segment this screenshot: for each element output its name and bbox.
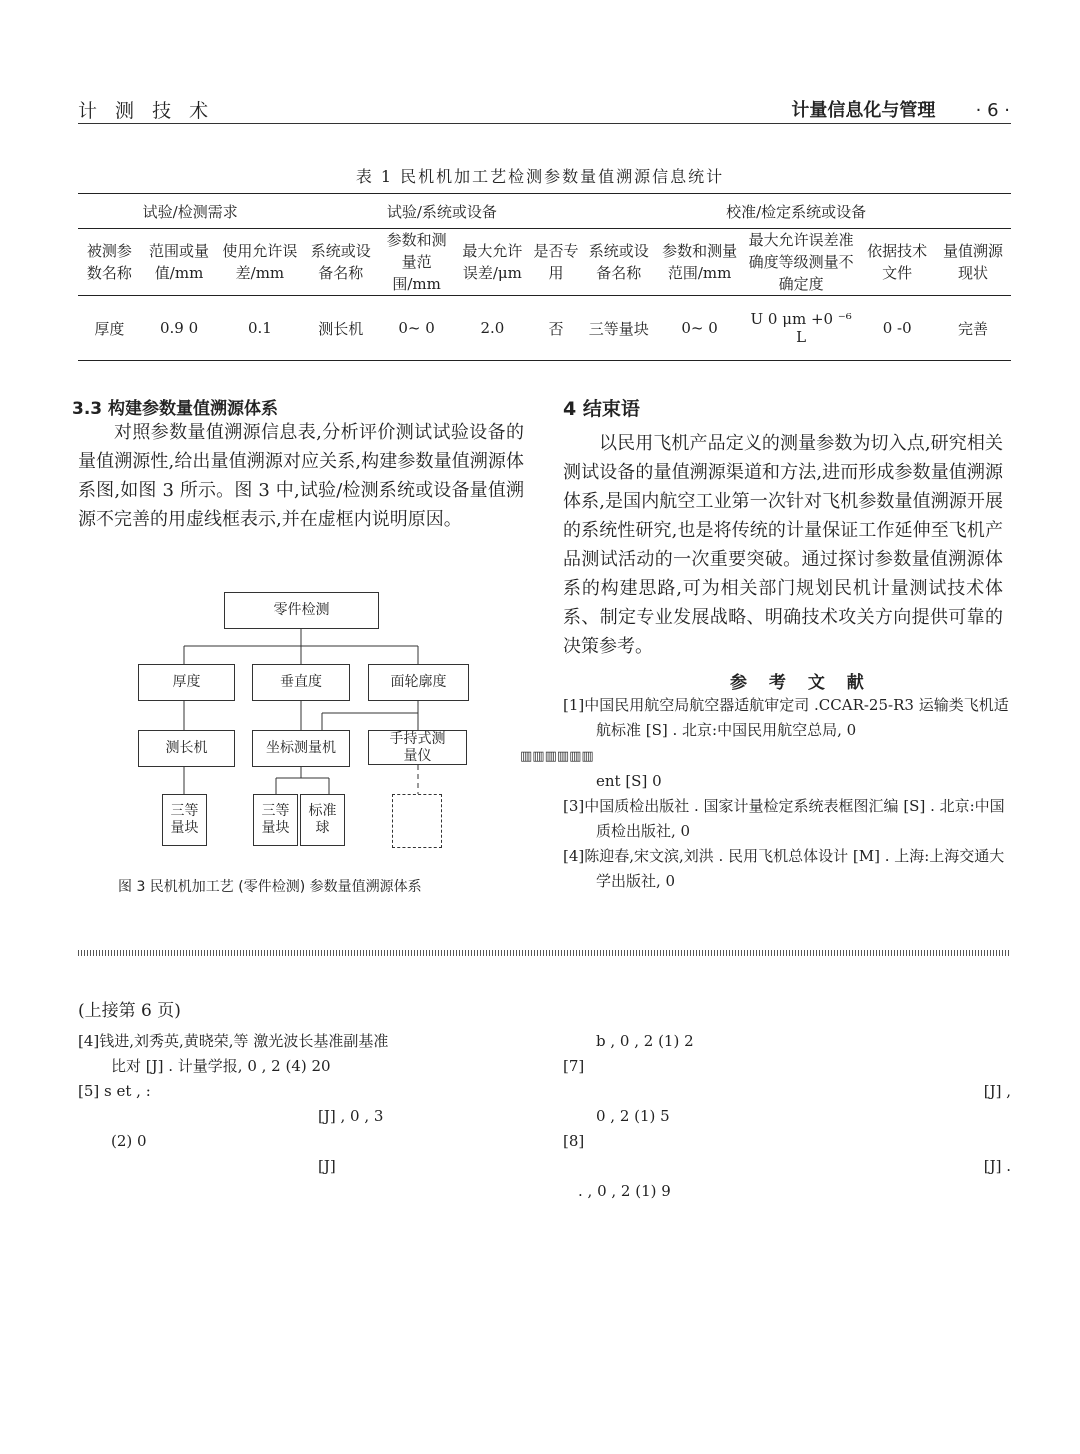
diagram-node-handheld-instrument: 手持式测量仪: [368, 730, 467, 765]
reference-item: [4]陈迎春,宋文滨,刘洪 . 民用飞机总体设计 [M] . 上海:上海交通大学出版社, 0: [563, 847, 1005, 890]
column-header: 最大允许误差准确度等级测量不确定度: [743, 229, 859, 296]
column-header: 使用允许误差/mm: [217, 229, 302, 296]
section-heading: 4 结束语: [563, 398, 640, 420]
table-cell: 测长机: [302, 296, 379, 361]
reference-item: [J]: [318, 1157, 336, 1175]
journal-name: 计 测 技 术: [78, 100, 215, 122]
column-header: 量值溯源现状: [935, 229, 1011, 296]
reference-item: [J] , 0 , 3: [318, 1107, 384, 1125]
reference-item: (2) 0: [111, 1132, 147, 1150]
column-header: 范围或量值/mm: [141, 229, 218, 296]
page-number: · 6 ·: [975, 100, 1010, 121]
table-cell: 完善: [935, 296, 1011, 361]
column-header: 参数和测量范围/mm: [656, 229, 743, 296]
reference-item: [520, 743, 1011, 769]
table-cell: 0 -0: [859, 296, 935, 361]
diagram-node-gauge-block: 三等量块: [162, 794, 207, 846]
table-cell: 0~ 0: [379, 296, 454, 361]
diagram-node-length-measuring-machine: 测长机: [138, 730, 235, 767]
table-cell: 2.0: [454, 296, 531, 361]
column-header: 系统或设备名称: [302, 229, 379, 296]
column-header: 最大允许误差/μm: [454, 229, 531, 296]
diagram-node-surface-profile: 面轮廓度: [368, 664, 469, 701]
reference-item: [4]钱进,刘秀英,黄晓荣,等 激光波长基准副基准: [78, 1032, 389, 1050]
diagram-node-thickness: 厚度: [138, 664, 235, 701]
reference-item: [5] s et , :: [78, 1082, 151, 1100]
reference-item: [3]中国质检出版社 . 国家计量检定系统表框图汇编 [S] . 北京:中国质检出版社, 0: [563, 797, 1005, 840]
reference-text-garbled: ▥▥▥▥▥▥: [520, 749, 594, 764]
column-title-text: 计量信息化与管理: [791, 100, 936, 121]
group-header: 校准/检定系统或设备: [581, 194, 1011, 229]
diagram-node-perpendicularity: 垂直度: [252, 664, 350, 701]
header-rule: [78, 123, 1011, 124]
diagram-node-standard-ball: 标准球: [300, 794, 345, 846]
reference-item: b , 0 , 2 (1) 2: [596, 1032, 694, 1050]
diagram-node-cmm: 坐标测量机: [252, 730, 350, 767]
section-divider: [78, 950, 1011, 956]
reference-item: ent [S] 0: [596, 772, 662, 790]
column-title: [791, 96, 1010, 122]
table-cell: 厚度: [78, 296, 141, 361]
table-cell: 三等量块: [581, 296, 656, 361]
reference-item: [1]中国民用航空局航空器适航审定司 .CCAR-25-R3 运输类飞机适航标准 [S] . 北京:中国民用航空总局, 0: [563, 696, 1009, 739]
column-header: 参数和测量范围/mm: [379, 229, 454, 296]
column-header: 被测参数名称: [78, 229, 141, 296]
table-cell: U 0 μm +0 ⁻⁶ L: [743, 296, 859, 361]
column-header: 依据技术文件: [859, 229, 935, 296]
reference-item: [7]: [563, 1057, 585, 1075]
diagram-node-root: 零件检测: [224, 592, 379, 629]
section-paragraph: 对照参数量值溯源信息表,分析评价测试试验设备的量值溯源性,给出量值溯源对应关系,构建参数量值溯源体系图,如图 3 所示。图 3 中,试验/检测系统或设备量值溯源不完善的用虚线框表示,并在虚框内说明原因。: [78, 422, 524, 530]
figure-caption: 图 3 民机机加工艺 (零件检测) 参数量值溯源体系: [118, 879, 422, 895]
table-row: [78, 296, 1011, 361]
references-title: 参 考 文 献: [730, 673, 872, 693]
table-cell: 0.1: [217, 296, 302, 361]
continued-reference-list-right: [563, 1029, 1011, 1204]
column-header: 系统或设备名称: [581, 229, 656, 296]
reference-list: [520, 693, 1011, 894]
diagram-node-gauge-block: 三等量块: [253, 794, 298, 846]
table-cell: 0~ 0: [656, 296, 743, 361]
group-header: 试验/系统或设备: [302, 194, 581, 229]
reference-item: 比对 [J] . 计量学报, 0 , 2 (4) 20: [111, 1057, 331, 1075]
reference-item: . , 0 , 2 (1) 9: [578, 1182, 671, 1200]
table-cell: 0.9 0: [141, 296, 218, 361]
table-cell: 否: [531, 296, 582, 361]
column-header: 是否专用: [531, 229, 582, 296]
group-header: 试验/检测需求: [78, 194, 302, 229]
reference-item: [J] ,: [983, 1082, 1011, 1100]
data-table: [78, 193, 1011, 361]
table-title: 表 1 民机机加工艺检测参数量值溯源信息统计: [355, 167, 725, 186]
table-header-row: [78, 229, 1011, 296]
reference-item: [J] .: [983, 1157, 1011, 1175]
diagram-node-incomplete-traceability: [392, 794, 442, 848]
continued-note: (上接第 6 页): [78, 1001, 181, 1021]
reference-item: [8]: [563, 1132, 585, 1150]
section-paragraph: 以民用飞机产品定义的测量参数为切入点,研究相关测试设备的量值溯源渠道和方法,进而形成参数量值溯源体系,是国内航空工业第一次针对飞机参数量值溯源开展的系统性研究,也是将传统的计量保证工作延伸至飞机产品测试活动的一次重要突破。通过探讨参数量值溯源体系的构建思路,可为相关部门规划民机计量测试技术体系、制定专业发展战略、明确技术攻关方向提供可靠的决策参考。: [563, 433, 1003, 657]
table-group-row: [78, 194, 1011, 229]
reference-item: 0 , 2 (1) 5: [596, 1107, 670, 1125]
section-heading: 3.3 构建参数量值溯源体系: [72, 399, 279, 419]
continued-reference-list-left: [78, 1029, 548, 1179]
